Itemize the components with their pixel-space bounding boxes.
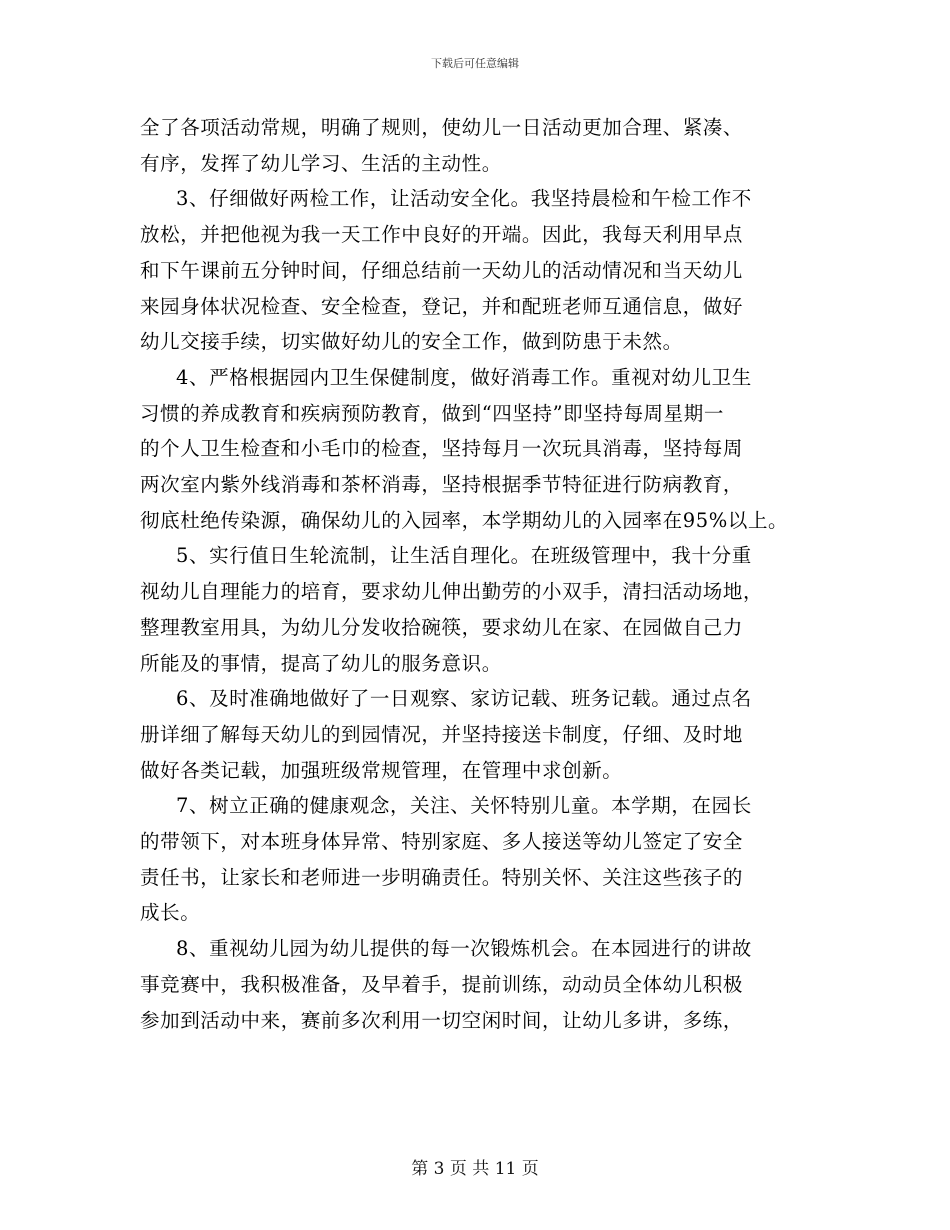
text-line: 幼儿交接手续，切实做好幼儿的安全工作，做到防患于未然。 xyxy=(140,330,683,354)
text-line: 有序，发挥了幼儿学习、生活的主动性。 xyxy=(140,151,502,175)
text-line: 册详细了解每天幼儿的到园情况，并坚持接送卡制度，仔细、及时地 xyxy=(140,722,744,746)
text-line: 放松，并把他视为我一天工作中良好的开端。因此，我每天利用早点 xyxy=(140,223,744,247)
text-line: 视幼儿自理能力的培育，要求幼儿伸出勤劳的小双手，清扫活动场地， xyxy=(140,580,764,604)
text-line: 整理教室用具，为幼儿分发收拾碗筷，要求幼儿在家、在园做自己力 xyxy=(140,615,744,639)
text-line: 做好各类记载，加强班级常规管理，在管理中求创新。 xyxy=(140,758,623,782)
text-line: 和下午课前五分钟时间，仔细总结前一天幼儿的活动情况和当天幼儿 xyxy=(140,258,744,282)
text-line: 7、树立正确的健康观念，关注、关怀特别儿童。本学期，在园长 xyxy=(176,794,752,818)
text-line: 的个人卫生检查和小毛巾的检查，坚持每月一次玩具消毒，坚持每周 xyxy=(140,437,744,461)
text-line: 4、严格根据园内卫生保健制度，做好消毒工作。重视对幼儿卫生 xyxy=(176,365,752,389)
text-line: 事竞赛中，我积极准备，及早着手，提前训练，动动员全体幼儿积极 xyxy=(140,972,744,996)
text-line: 来园身体状况检查、安全检查，登记，并和配班老师互通信息，做好 xyxy=(140,294,744,318)
text-line: 5、实行值日生轮流制，让生活自理化。在班级管理中，我十分重 xyxy=(176,544,752,568)
text-line: 全了各项活动常规，明确了规则，使幼儿一日活动更加合理、紧凑、 xyxy=(140,116,744,139)
text-line: 所能及的事情，提高了幼儿的服务意识。 xyxy=(140,651,502,675)
text-line: 习惯的养成教育和疾病预防教育，做到“四坚持”即坚持每周星期一 xyxy=(140,401,724,425)
page-footer: 第 3 页 共 11 页 xyxy=(411,1159,539,1179)
text-line: 成长。 xyxy=(140,901,201,925)
text-line: 责任书，让家长和老师进一步明确责任。特别关怀、关注这些孩子的 xyxy=(140,865,744,889)
text-line: 两次室内紫外线消毒和茶杯消毒，坚持根据季节特征进行防病教育， xyxy=(140,473,744,496)
text-line: 彻底杜绝传染源，确保幼儿的入园率，本学期幼儿的入园率在95%以上。 xyxy=(140,508,789,532)
text-line: 8、重视幼儿园为幼儿提供的每一次锻炼机会。在本园进行的讲故 xyxy=(176,937,752,961)
text-line: 6、及时准确地做好了一日观察、家访记载、班务记载。通过点名 xyxy=(176,687,752,711)
text-line: 的带领下，对本班身体异常、特别家庭、多人接送等幼儿签定了安全 xyxy=(140,830,744,853)
page-header: 下载后可任意编辑 xyxy=(431,57,519,70)
text-line: 3、仔细做好两检工作，让活动安全化。我坚持晨检和午检工作不 xyxy=(176,187,752,211)
text-line: 参加到活动中来，赛前多次利用一切空闲时间，让幼儿多讲，多练， xyxy=(140,1008,744,1032)
